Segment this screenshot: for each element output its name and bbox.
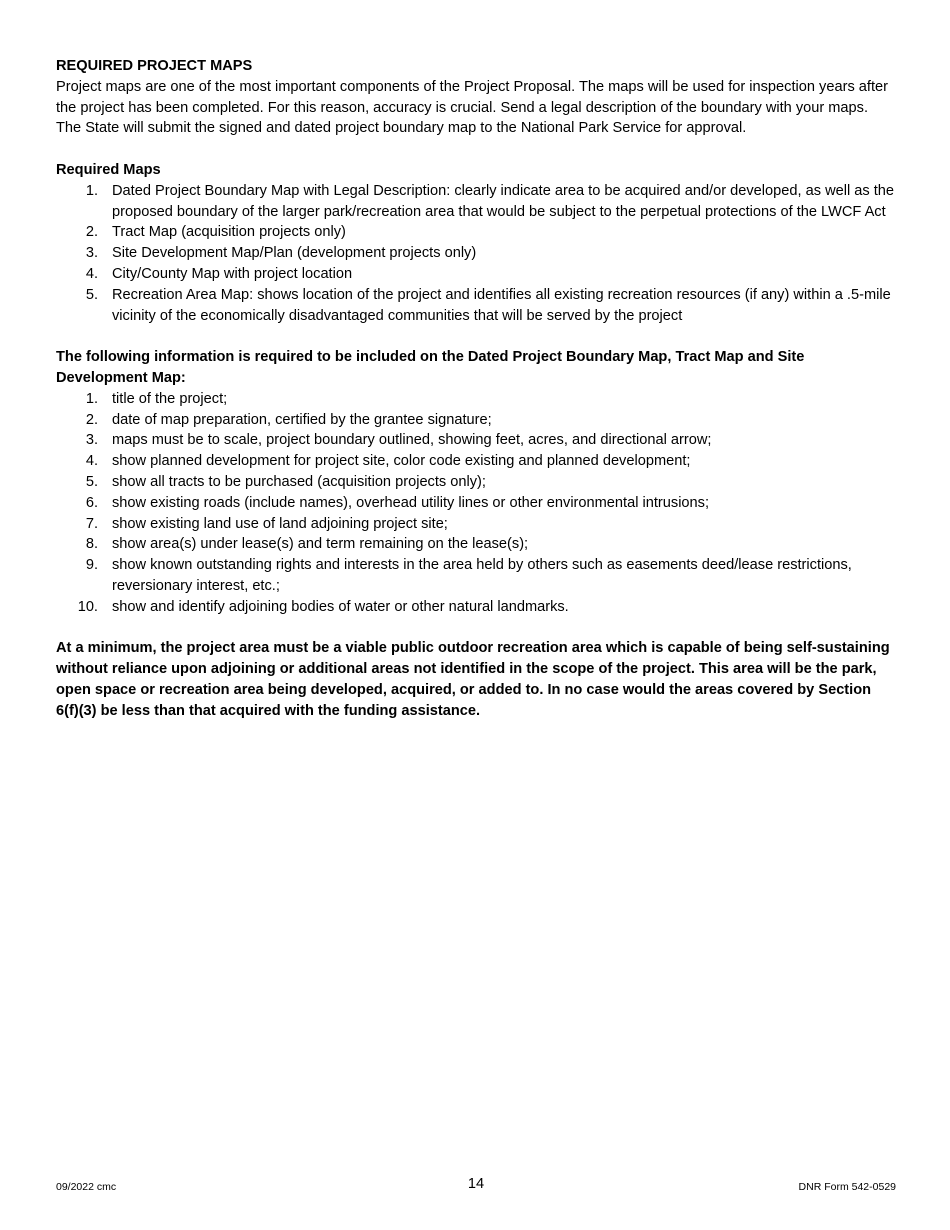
list-item-number: 4. xyxy=(85,453,98,470)
list-item-text: show existing roads (include names), overhead utility lines or other environmental intrusions; xyxy=(112,494,710,511)
list-item-text: Site Development Map/Plan (development projects only) xyxy=(112,245,477,262)
list-item xyxy=(56,389,896,410)
spacer xyxy=(56,326,896,347)
list-item-number: 7. xyxy=(85,515,98,532)
list-item xyxy=(56,222,896,243)
list-item xyxy=(56,430,896,451)
list-item-number: 4. xyxy=(85,265,98,282)
list-item-text: show planned development for project site, color code existing and planned development; xyxy=(112,453,691,470)
spacer xyxy=(56,618,896,639)
page-number: 14 xyxy=(467,1176,485,1192)
list-item xyxy=(56,514,896,535)
list-item-number: 3. xyxy=(85,432,98,449)
list-item xyxy=(56,472,896,493)
list-item-number: 1. xyxy=(85,390,98,407)
info-required-list xyxy=(56,389,896,618)
list-item-text: show all tracts to be purchased (acquisition projects only); xyxy=(112,473,486,490)
list-item-number: 10. xyxy=(77,598,98,615)
list-item xyxy=(56,451,896,472)
list-item xyxy=(56,285,896,327)
list-item-text: title of the project; xyxy=(112,390,228,407)
list-item-number: 2. xyxy=(85,224,98,241)
list-item xyxy=(56,243,896,264)
list-item-text: Dated Project Boundary Map with Legal Description: clearly indicate area to be acquired and/or developed, as well as the proposed boundary of the larger park/recreation area that would be subject to the perpetual protections of the LWCF Act xyxy=(112,182,895,220)
list-item xyxy=(56,597,896,618)
section-title: REQUIRED PROJECT MAPS xyxy=(56,58,253,74)
list-item xyxy=(56,410,896,431)
list-item-text: date of map preparation, certified by the grantee signature; xyxy=(112,411,492,428)
list-item-text: show area(s) under lease(s) and term remaining on the lease(s); xyxy=(112,536,529,553)
list-item-text: maps must be to scale, project boundary outlined, showing feet, acres, and directional arrow; xyxy=(112,432,712,449)
spacer xyxy=(56,139,896,160)
list-item xyxy=(56,555,896,597)
list-item-text: Tract Map (acquisition projects only) xyxy=(112,224,346,241)
footer-form-number: DNR Form 542-0529 xyxy=(798,1181,896,1193)
list-item-number: 2. xyxy=(85,411,98,428)
list-item xyxy=(56,264,896,285)
list-item-number: 9. xyxy=(85,557,98,574)
list-item-text: show known outstanding rights and interests in the area held by others such as easements deed/lease restrictions, reversionary interest, etc.; xyxy=(112,557,852,594)
list-item-text: City/County Map with project location xyxy=(112,265,353,282)
info-required-heading: The following information is required to be included on the Dated Project Boundary Map, Tract Map and Site Development Map: xyxy=(56,349,805,386)
list-item-number: 1. xyxy=(85,182,98,199)
list-item-text: Recreation Area Map: shows location of the project and identifies all existing recreation resources (if any) within a .5-mile vicinity of the economically disadvantaged communities that will be served by the project xyxy=(112,286,891,324)
footer-revision-date: 09/2022 cmc xyxy=(56,1181,117,1193)
list-item-number: 5. xyxy=(85,286,98,303)
required-maps-list xyxy=(56,181,896,327)
list-item-number: 8. xyxy=(85,536,98,553)
list-item-number: 6. xyxy=(85,494,98,511)
document-page xyxy=(56,56,896,722)
list-item xyxy=(56,534,896,555)
list-item xyxy=(56,493,896,514)
list-item-number: 3. xyxy=(85,245,98,262)
list-item xyxy=(56,181,896,223)
required-maps-heading: Required Maps xyxy=(56,161,161,178)
minimum-statement: At a minimum, the project area must be a viable public outdoor recreation area which is capable of being self-sustaining without reliance upon adjoining or additional areas not identified in the scope of the project. This area will be the park, open space or recreation area being developed, acquired, or added to. In no case would the areas covered by Section 6(f)(3) be less than that acquired with the funding assistance. xyxy=(56,640,890,719)
intro-paragraph: Project maps are one of the most important components of the Project Proposal. The maps will be used for inspection years after the project has been completed. For this reason, accuracy is crucial. Send a legal description of the boundary with your maps. The State will submit the signed and dated project boundary map to the National Park Service for approval. xyxy=(56,78,888,137)
page-footer xyxy=(56,1176,896,1198)
list-item-text: show and identify adjoining bodies of water or other natural landmarks. xyxy=(112,598,569,615)
list-item-text: show existing land use of land adjoining project site; xyxy=(112,515,448,532)
list-item-number: 5. xyxy=(85,473,98,490)
